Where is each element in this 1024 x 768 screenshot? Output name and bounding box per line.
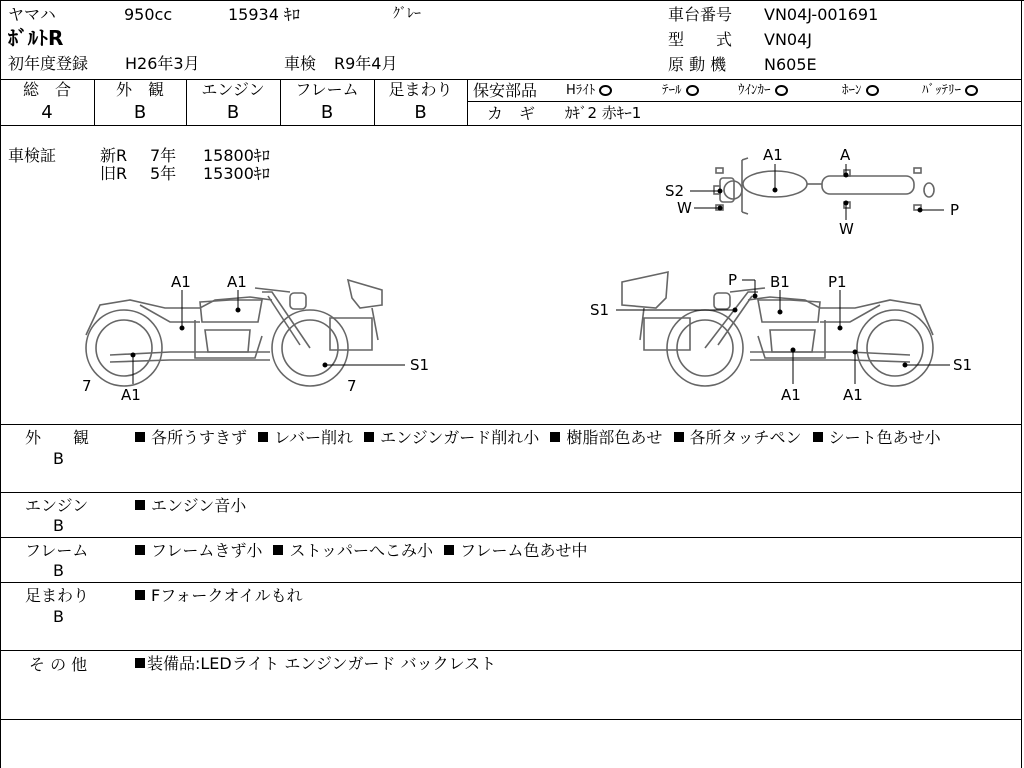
grade-exterior-label: 外 観 (115, 80, 164, 99)
model-name: ﾎﾞﾙﾄR (8, 26, 64, 50)
remark-item: 各所うすきず (151, 428, 248, 447)
remark-other-label: そ の 他 (29, 655, 88, 674)
grade-suspension-value: B (414, 102, 427, 123)
remark-item: フレーム色あせ中 (460, 541, 588, 560)
inspection-value: R9年4月 (334, 54, 398, 73)
remark-suspension-label: 足まわり (25, 586, 90, 605)
remark-item: シート色あせ小 (828, 428, 941, 447)
remark-item: ストッパーへこみ小 (289, 541, 433, 560)
shaken-old-value: 15300ｷﾛ (203, 164, 270, 183)
grade-frame-label: フレーム (295, 80, 359, 99)
top-label-a1: A1 (763, 146, 783, 164)
bullet-square-icon (444, 545, 454, 555)
safety-label: 保安部品 (473, 81, 538, 100)
displacement: 950cc (124, 5, 173, 24)
left-side-motorcycle-icon (86, 280, 382, 386)
remarks-divider (0, 582, 1022, 583)
ok-circle-icon (866, 85, 879, 96)
shaken-old-years: 5年 (150, 164, 177, 183)
key-label: カ ギ (487, 104, 536, 123)
left-label-a1-c: A1 (121, 386, 141, 404)
border-top (0, 0, 1024, 1)
bullet-square-icon (813, 432, 823, 442)
bullet-square-icon (135, 500, 145, 510)
bullet-square-icon (674, 432, 684, 442)
ok-circle-icon (686, 85, 699, 96)
bullet-square-icon (273, 545, 283, 555)
remarks-divider (0, 492, 1022, 493)
right-label-s1-b: S1 (953, 356, 973, 374)
ok-circle-icon (599, 85, 612, 96)
remark-item: エンジンガード削れ小 (380, 428, 540, 447)
frame-no-label: 車台番号 (668, 5, 733, 24)
maker: ヤマハ (8, 5, 56, 24)
remark-item: エンジン音小 (151, 496, 247, 515)
left-label-s1: S1 (410, 356, 430, 374)
top-label-w-left: W (677, 199, 692, 217)
grade-total-label: 総 合 (22, 80, 71, 99)
remark-frame-items (135, 540, 1015, 562)
frame-no-value: VN04J-001691 (764, 5, 879, 24)
grade-col-divider (467, 79, 468, 125)
left-label-7-a: 7 (82, 377, 92, 395)
safety-item-winker: ｳｲﾝｶｰ (738, 84, 788, 97)
grade-engine-value: B (226, 102, 240, 123)
remark-engine-grade: B (53, 516, 64, 535)
grade-frame-value: B (320, 102, 334, 123)
shaken-new-years: 7年 (150, 146, 177, 165)
top-label-p: P (950, 201, 960, 219)
bullet-square-icon (550, 432, 560, 442)
remarks-top (0, 424, 1022, 425)
first-reg-value: H26年3月 (125, 54, 200, 73)
remarks-bottom (0, 719, 1022, 720)
right-label-p: P (728, 271, 738, 289)
grade-engine-label: エンジン (201, 80, 265, 99)
right-label-b1: B1 (770, 273, 790, 291)
remark-item: フレームきず小 (151, 541, 263, 560)
inspection-label: 車検 (284, 54, 317, 73)
bullet-square-icon (135, 545, 145, 555)
shaken-label: 車検証 (8, 146, 57, 165)
remark-item: 樹脂部色あせ (566, 428, 663, 447)
remark-engine-label: エンジン (25, 496, 89, 515)
right-label-a1-b: A1 (843, 386, 863, 404)
engine-label: 原 動 機 (668, 55, 727, 74)
remark-frame-grade: B (53, 561, 64, 580)
first-reg-label: 初年度登録 (8, 54, 89, 73)
remark-item: 各所タッチペン (689, 428, 802, 447)
safety-item-horn: ﾎｰﾝ (842, 84, 879, 97)
remark-suspension-grade: B (53, 607, 64, 626)
left-label-7-b: 7 (347, 377, 357, 395)
top-label-w-bottom: W (839, 220, 854, 238)
remark-frame-label: フレーム (25, 541, 89, 560)
grade-suspension-label: 足まわり (388, 80, 453, 99)
type-label: 型 式 (668, 30, 733, 49)
right-label-a1-a: A1 (781, 386, 801, 404)
bullet-square-icon (364, 432, 374, 442)
remark-item: レバー削れ (274, 428, 353, 447)
bullet-square-icon (135, 590, 145, 600)
remark-exterior-items (135, 427, 1015, 449)
left-label-a1-a: A1 (171, 273, 191, 291)
damage-diagram (0, 126, 1024, 424)
key-value: ｶｷﾞ2 赤ｷｰ1 (565, 104, 642, 122)
safety-item-battery: ﾊﾞｯﾃﾘｰ (922, 84, 978, 97)
grade-total-value: 4 (41, 102, 53, 123)
remark-suspension-items (135, 585, 1015, 607)
engine-value: N605E (764, 55, 817, 74)
color: ｸﾞﾚｰ (393, 6, 421, 22)
safety-divider (467, 101, 1022, 102)
remarks-divider (0, 650, 1022, 651)
remark-exterior-label: 外 観 (25, 428, 90, 447)
right-label-s1-a: S1 (590, 301, 610, 319)
remark-exterior-grade: B (53, 449, 64, 468)
left-label-a1-b: A1 (227, 273, 247, 291)
ok-circle-icon (775, 85, 788, 96)
grade-exterior-value: B (133, 102, 147, 123)
top-view-motorcycle-icon (714, 158, 934, 214)
top-label-a: A (840, 146, 851, 164)
shaken-old-label: 旧R (100, 164, 128, 183)
remark-item: Fフォークオイルもれ (151, 586, 303, 605)
shaken-new-label: 新R (100, 146, 128, 165)
remark-engine-items (135, 495, 1015, 517)
type-value: VN04J (764, 30, 812, 49)
shaken-new-value: 15800ｷﾛ (203, 146, 270, 165)
remarks-divider (0, 537, 1022, 538)
safety-item-tail: ﾃｰﾙ (662, 84, 699, 97)
mileage: 15934 ｷﾛ (228, 5, 300, 24)
bullet-square-icon (135, 658, 145, 668)
bullet-square-icon (135, 432, 145, 442)
safety-item-headlight: Hﾗｲﾄ (566, 84, 612, 97)
bullet-square-icon (258, 432, 268, 442)
remark-other-items (135, 653, 1015, 675)
remark-item: 装備品:LEDライト エンジンガード バックレスト (147, 654, 497, 673)
right-label-p1: P1 (828, 273, 847, 291)
ok-circle-icon (965, 85, 978, 96)
top-label-s2: S2 (665, 182, 685, 200)
